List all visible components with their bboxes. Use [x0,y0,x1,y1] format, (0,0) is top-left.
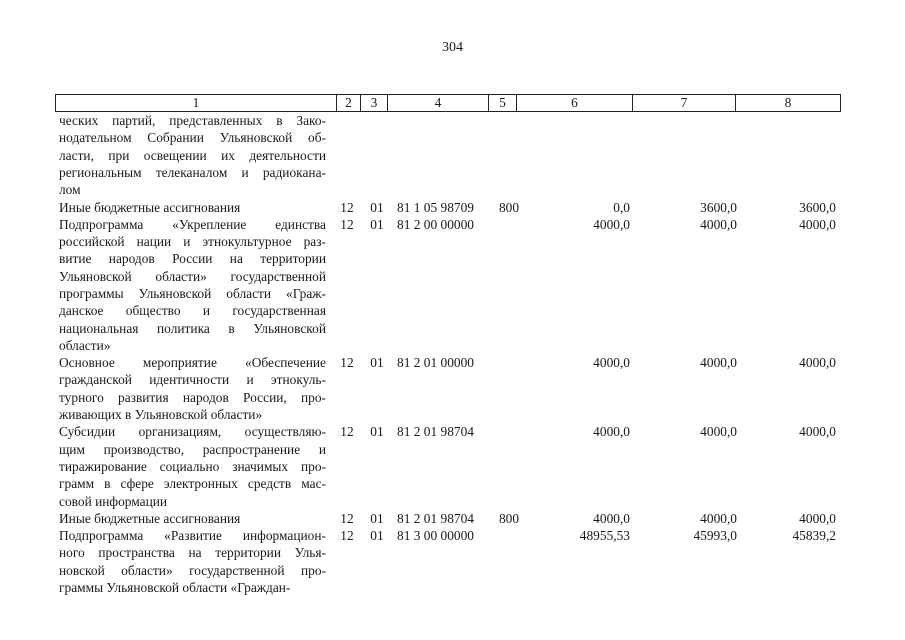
description-line: Субсидии организациям, осуществляю- [59,424,326,440]
row-description [59,354,326,423]
row-description [59,423,326,509]
subsection-code: 01 [370,528,384,544]
description-line: граммы Ульяновской области «Граждан- [59,580,291,596]
expense-type [496,216,522,233]
amount-col-8: 4000,0 [799,510,836,526]
section-code: 12 [340,528,354,544]
section-code: 12 [340,199,354,215]
expense-type: 800 [498,199,520,215]
subsection-code: 01 [370,424,384,440]
amount-col-7 [635,112,737,129]
table-row [0,510,905,527]
amount-col-8: 3600,0 [799,199,836,215]
description-line: Подпрограмма «Укрепление единства [59,216,326,232]
description-line: национальная политика в Ульяновской [59,320,326,336]
page-number: 304 [442,40,463,55]
section-code [338,112,356,129]
table-row [0,199,905,216]
amount-col-8: 4000,0 [799,216,836,232]
table-row [0,112,905,199]
description-line: ческих партий, представленных в Зако- [59,113,326,128]
header-col-4: 4 [388,95,489,111]
amount-col-7: 4000,0 [700,510,737,526]
description-line: региональным телеканалом и радиокана- [59,164,326,180]
amount-col-6: 4000,0 [593,216,630,232]
expense-type [496,423,522,440]
table-row [0,354,905,423]
header-col-2: 2 [337,95,361,111]
description-line: ласти, при освещении их деятельности [59,147,326,163]
table-row [0,216,905,354]
expense-type: 800 [498,510,520,526]
expense-type [496,527,522,544]
row-description [59,112,326,198]
amount-col-7: 4000,0 [700,424,737,440]
subsection-code: 01 [370,216,384,232]
description-line: грамм в сфере электронных средств мас- [59,476,326,492]
amount-col-8: 45839,2 [792,528,836,544]
description-line: гражданской идентичности и этнокуль- [59,372,326,388]
expense-type [496,112,522,129]
section-code: 12 [340,355,354,371]
target-article: 81 2 00 00000 [397,216,474,232]
header-col-7: 7 [633,95,736,111]
subsection-code: 01 [370,355,384,371]
amount-col-6: 4000,0 [593,510,630,526]
target-article: 81 2 01 98704 [397,510,474,526]
row-description [59,199,326,216]
amount-col-7: 45993,0 [693,528,737,544]
description-line: программы Ульяновской области «Граж- [59,285,326,301]
table-row [0,423,905,510]
amount-col-7: 4000,0 [700,355,737,371]
description-line: турного развития народов России, про- [59,389,326,405]
description-line: щим производство, распространение и [59,441,326,457]
amount-col-7: 4000,0 [700,216,737,232]
amount-col-6 [520,112,630,129]
subsection-code [367,112,387,129]
description-line: данское общество и государственная [59,303,326,319]
target-article: 81 3 00 00000 [397,528,474,544]
amount-col-6: 48955,53 [579,528,630,544]
description-line: ного пространства на территории Улья- [59,545,326,561]
row-description [59,510,326,527]
description-line: совой информации [59,493,168,509]
description-line: Основное мероприятие «Обеспечение [59,355,326,371]
table-body [0,112,905,596]
description-line: нодательном Собрании Ульяновской об- [59,130,326,146]
description-line: Иные бюджетные ассигнования [59,510,241,526]
description-line: российской нации и этнокультурное раз- [59,234,326,250]
section-code: 12 [340,424,354,440]
header-col-1: 1 [56,95,337,111]
description-line: тиражирование социально значимых про- [59,458,326,474]
header-col-5: 5 [489,95,517,111]
table-row [0,527,905,596]
description-line: витие народов России на территории [59,251,326,267]
expense-type [496,354,522,371]
section-code: 12 [340,510,354,526]
description-line: Иные бюджетные ассигнования [59,199,241,215]
description-line: Подпрограмма «Развитие информацион- [59,528,326,544]
description-line: живающих в Ульяновской области» [59,407,263,423]
header-col-3: 3 [361,95,388,111]
amount-col-8: 4000,0 [799,424,836,440]
subsection-code: 01 [370,510,384,526]
table-header [55,94,841,112]
amount-col-6: 0,0 [613,199,630,215]
target-article [397,112,489,129]
subsection-code: 01 [370,199,384,215]
header-col-8: 8 [784,95,792,110]
amount-col-6: 4000,0 [593,424,630,440]
amount-col-7: 3600,0 [700,199,737,215]
amount-col-8: 4000,0 [799,355,836,371]
description-line: лом [59,182,81,198]
target-article: 81 2 01 00000 [397,355,474,371]
row-description [59,527,326,596]
section-code: 12 [340,216,354,232]
description-line: новской области» государственной про- [59,562,326,578]
row-description [59,216,326,354]
header-col-6: 6 [517,95,633,111]
amount-col-6: 4000,0 [593,355,630,371]
description-line: области» [59,337,111,353]
target-article: 81 2 01 98704 [397,424,474,440]
description-line: Ульяновской области» государственной [59,268,326,284]
target-article: 81 1 05 98709 [397,199,474,215]
amount-col-8 [740,112,836,129]
